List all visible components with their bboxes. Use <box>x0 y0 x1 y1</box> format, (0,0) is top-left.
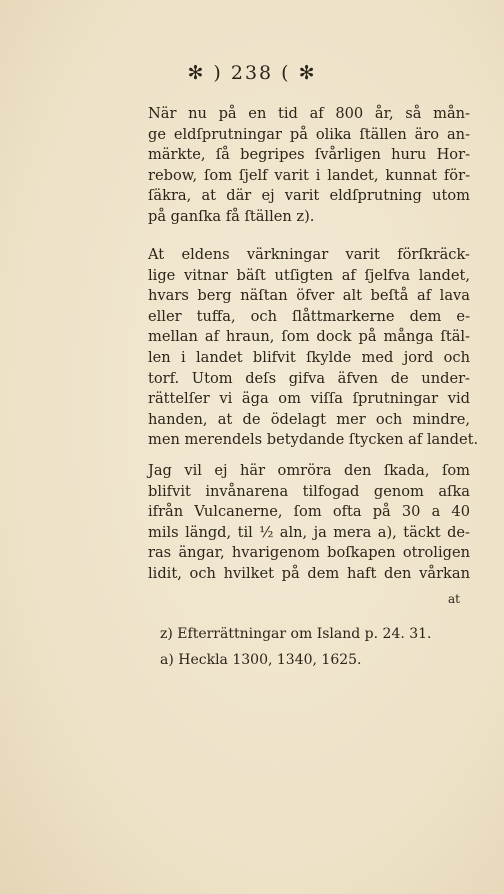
paragraph-2 <box>148 245 479 451</box>
text-line: rebow, ſom ſjelf varit i landet, kunnat för- <box>148 166 470 184</box>
text-line: När nu på en tid af 800 år, så mån- <box>148 105 470 122</box>
footnote-text: a) Heckla 1300, 1340, 1625. <box>160 652 362 668</box>
text-line: lidit, och hvilket på dem haft den vårkan <box>148 564 470 582</box>
page-header: ✻ ) 238 ( ✻ <box>187 62 317 84</box>
text-line: lige vitnar bäſt utſigten af ſjelfva landet, <box>148 266 470 284</box>
text-line: ge eldſprutningar på olika ſtällen äro an- <box>148 125 470 143</box>
text-line: eller tuffa, och ſlåttmarkerne dem e- <box>148 307 470 325</box>
text-line: på ganſka få ſtällen z). <box>148 207 315 225</box>
text-line: blifvit invånarena tilfogad genom aſka <box>148 482 470 500</box>
catchword: at <box>448 592 460 606</box>
text-line: mellan af hraun, ſom dock på många ſtäl- <box>148 328 470 346</box>
footnote-z <box>160 622 470 646</box>
footnote-a <box>160 648 470 672</box>
text-line: ſäkra, at där ej varit eldſprutning utom <box>148 187 470 205</box>
text-line: ifrån Vulcanerne, ſom ofta på 30 a 40 <box>148 503 470 521</box>
text-line: At eldens värkningar varit förſkräck- <box>148 246 470 263</box>
paragraph-1 <box>148 104 470 228</box>
footnote-text: z) Efterrättningar om Island p. 24. 31. <box>160 626 432 642</box>
text-line: torf. Utom deſs gifva äfven de under- <box>148 369 470 387</box>
text-line: Jag vil ej här omröra den ſkada, ſom <box>148 462 470 479</box>
text-line: märkte, ſå begripes ſvårligen huru Hor- <box>148 146 470 164</box>
text-line: hvars berg näſtan öfver alt beſtå af lava <box>148 287 470 305</box>
paragraph-3 <box>148 461 470 585</box>
text-line: handen, at de ödelagt mer och mindre, <box>148 410 470 428</box>
text-line: men merendels betydande ſtycken af landet. <box>148 431 479 449</box>
text-line: mils längd, til ½ aln, ja mera a), täckt de- <box>148 523 470 541</box>
text-line: len i landet blifvit ſkylde med jord och <box>148 348 470 366</box>
text-line: rättelſer vi äga om viſſa ſprutningar vid <box>148 390 470 408</box>
text-line: ras ängar, hvarigenom boſkapen otroligen <box>148 544 470 562</box>
